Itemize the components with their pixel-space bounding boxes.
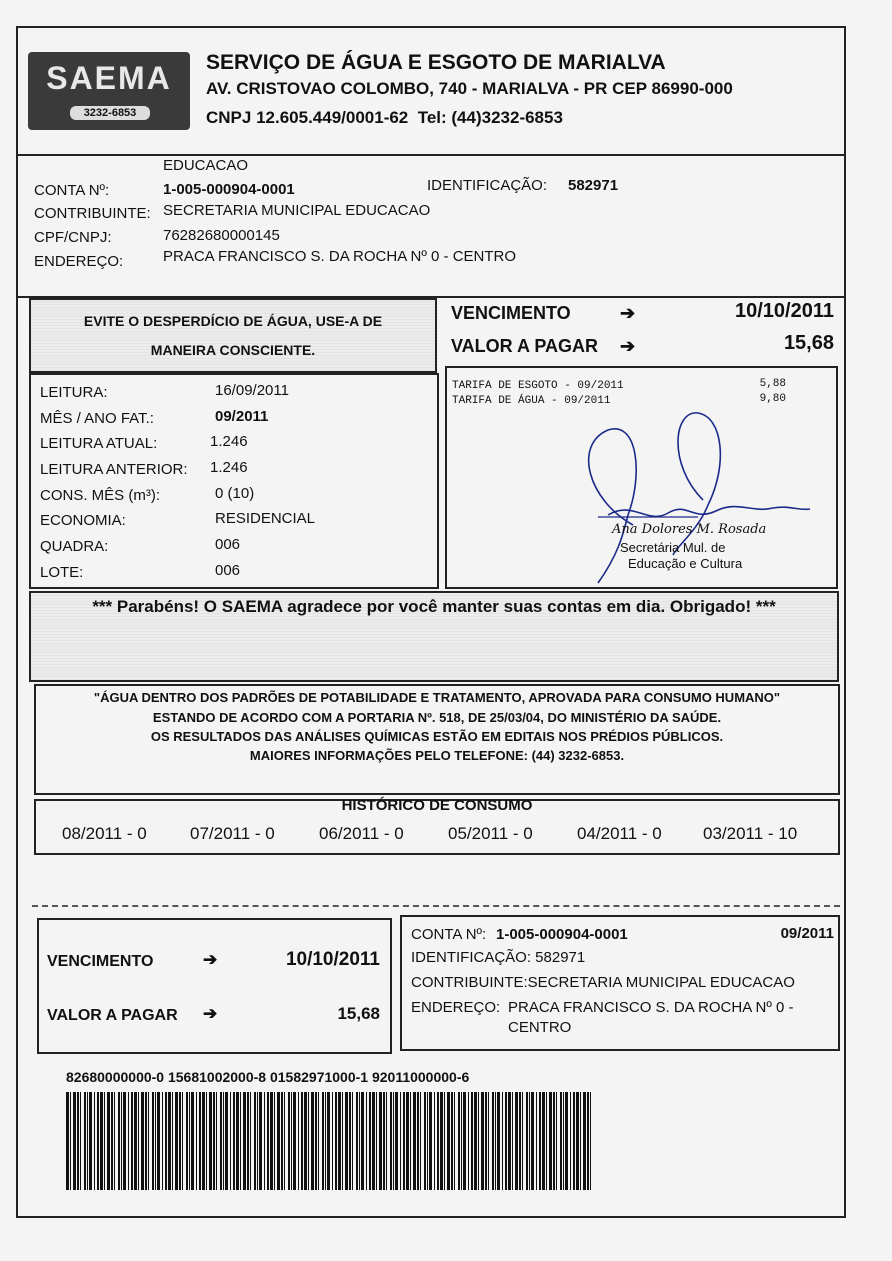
contribuinte-label: CONTRIBUINTE: (34, 205, 151, 222)
reading-label: QUADRA: (40, 538, 109, 555)
reading-value: 006 (215, 536, 241, 553)
arrow-icon: ➔ (203, 1004, 218, 1023)
stamp-name: Ana Dolores M. Rosada (612, 522, 767, 537)
history-item: 04/2011 - 0 (577, 824, 662, 843)
history-item: 03/2011 - 10 (703, 824, 798, 843)
company-address: AV. CRISTOVAO COLOMBO, 740 - MARIALVA - PR CEP 86990-000 (206, 79, 733, 98)
arrow-icon: ➔ (620, 303, 636, 323)
contribuinte-value: SECRETARIA MUNICIPAL EDUCACAO (163, 202, 431, 219)
valor-value: 15,68 (783, 332, 834, 354)
endereco-label: ENDEREÇO: (34, 253, 124, 270)
history-title: HISTÓRICO DE CONSUMO (341, 797, 533, 814)
barcode-space (591, 1092, 592, 1190)
reading-box (29, 373, 439, 589)
conta-value: 1-005-000904-0001 (163, 181, 295, 198)
ident-label: IDENTIFICAÇÃO: (427, 177, 548, 194)
stub-conta-label: CONTA Nº: (411, 926, 487, 943)
thanks-message: *** Parabéns! O SAEMA agradece por você manter suas contas em dia. Obrigado! *** (92, 597, 776, 616)
vencimento-value: 10/10/2011 (735, 300, 834, 322)
stub-vencimento-label: VENCIMENTO (47, 953, 154, 970)
stub-endereco-label: ENDEREÇO: (411, 999, 501, 1016)
stub-period: 09/2011 (780, 925, 834, 942)
tariff-value: 9,80 (759, 393, 786, 405)
stub-ident: IDENTIFICAÇÃO: 582971 (411, 949, 586, 966)
reading-value: 006 (215, 562, 241, 579)
cpf-label: CPF/CNPJ: (34, 229, 112, 246)
stub-valor-label: VALOR A PAGAR (47, 1007, 178, 1024)
ident-value: 582971 (568, 177, 619, 194)
stub-endereco-value2: CENTRO (508, 1019, 572, 1036)
history-item: 05/2011 - 0 (448, 824, 533, 843)
tariff-value: 5,88 (759, 378, 786, 390)
reading-label: LEITURA ATUAL: (40, 435, 158, 452)
notice-line1: EVITE O DESPERDÍCIO DE ÁGUA, USE-A DE (83, 313, 383, 329)
history-item: 07/2011 - 0 (190, 824, 275, 843)
stub-endereco-value: PRACA FRANCISCO S. DA ROCHA Nº 0 - (508, 999, 794, 1016)
reading-label: CONS. MÊS (m³): (40, 487, 160, 504)
vencimento-label: VENCIMENTO (451, 303, 571, 323)
reading-value: 1.246 (210, 459, 248, 476)
barcode (66, 1092, 592, 1190)
reading-label: ECONOMIA: (40, 512, 126, 529)
history-item: 08/2011 - 0 (62, 824, 147, 843)
notice-line2: MANEIRA CONSCIENTE. (150, 342, 316, 358)
arrow-icon: ➔ (203, 950, 218, 969)
quality-line4: MAIORES INFORMAÇÕES PELO TELEFONE: (44) 3232-6853. (249, 748, 625, 763)
reading-value: RESIDENCIAL (215, 510, 316, 527)
notice-box (29, 298, 437, 373)
history-item: 06/2011 - 0 (319, 824, 404, 843)
endereco-value: PRACA FRANCISCO S. DA ROCHA Nº 0 - CENTRO (163, 248, 517, 265)
reading-value: 09/2011 (215, 408, 269, 425)
stub-due-box (37, 918, 392, 1054)
saema-logo (28, 52, 190, 130)
company-cnpj: CNPJ 12.605.449/0001-62 Tel: (44)3232-6853 (206, 108, 563, 127)
account-section (16, 154, 846, 298)
barcode-digits: 82680000000-0 15681002000-8 01582971000-1 92011000000-6 (66, 1069, 470, 1085)
reading-value: 1.246 (210, 433, 248, 450)
reading-label: MÊS / ANO FAT.: (40, 410, 154, 427)
reading-label: LEITURA: (40, 384, 108, 401)
reading-label: LEITURA ANTERIOR: (40, 461, 188, 478)
quality-line1: "ÁGUA DENTRO DOS PADRÕES DE POTABILIDADE E TRATAMENTO, APROVADA PARA CONSUMO HUMANO" (93, 690, 781, 705)
valor-label: VALOR A PAGAR (451, 336, 598, 356)
tariff-label: TARIFA DE ÁGUA - 09/2011 (452, 395, 611, 407)
quality-line3: OS RESULTADOS DAS ANÁLISES QUÍMICAS ESTÃO EM EDITAIS NOS PRÉDIOS PÚBLICOS. (150, 729, 724, 744)
reading-value: 0 (10) (215, 485, 255, 502)
logo-text: SAEMA (46, 60, 172, 96)
stub-contribuinte: CONTRIBUINTE:SECRETARIA MUNICIPAL EDUCACAO (411, 974, 795, 991)
top-note: EDUCACAO (163, 157, 249, 174)
reading-value: 16/09/2011 (215, 382, 289, 399)
stub-vencimento-value: 10/10/2011 (285, 949, 380, 970)
company-title: SERVIÇO DE ÁGUA E ESGOTO DE MARIALVA (206, 51, 666, 74)
cpf-value: 76282680000145 (163, 227, 280, 244)
logo-phone: 3232-6853 (70, 106, 150, 120)
stamp-line3: Educação e Cultura (628, 556, 743, 571)
reading-label: LOTE: (40, 564, 84, 581)
stub-conta-value: 1-005-000904-0001 (496, 926, 628, 943)
quality-line2: ESTANDO DE ACORDO COM A PORTARIA Nº. 518, DE 25/03/04, DO MINISTÉRIO DA SAÚDE. (152, 710, 722, 725)
stamp-line2: Secretária Mul. de (620, 540, 726, 555)
tariff-label: TARIFA DE ESGOTO - 09/2011 (452, 380, 624, 392)
arrow-icon: ➔ (620, 336, 636, 356)
cut-line (32, 905, 840, 907)
stub-valor-value: 15,68 (337, 1004, 380, 1023)
conta-label: CONTA Nº: (34, 182, 110, 199)
